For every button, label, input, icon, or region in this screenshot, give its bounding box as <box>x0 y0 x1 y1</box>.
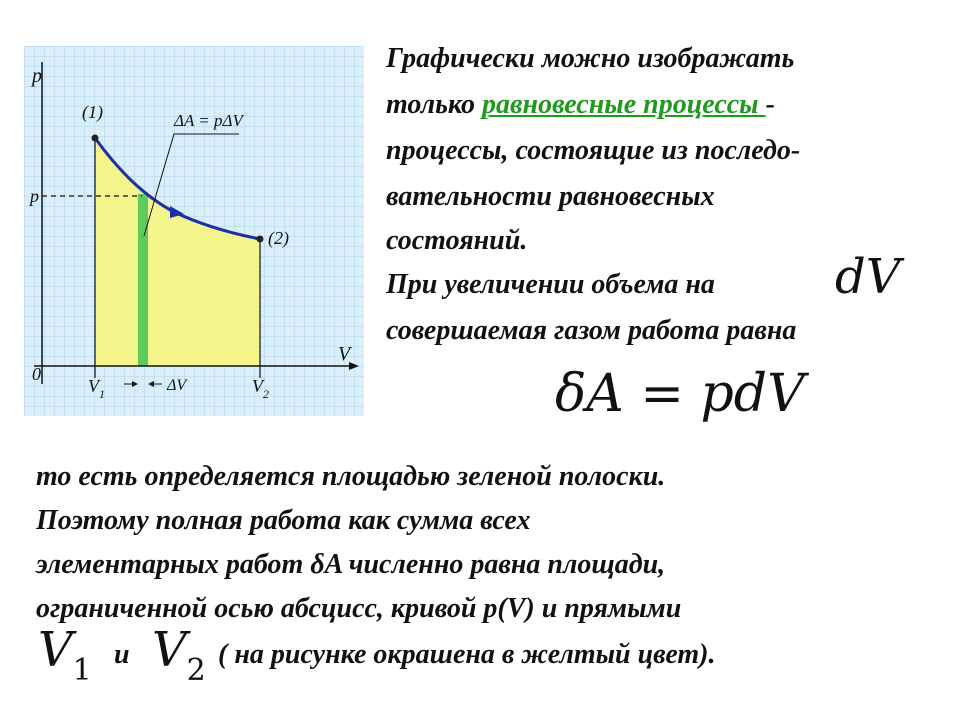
bottom-line-4: ограниченной осью абсцисс, кривой p(V) и прямыми <box>36 593 682 624</box>
bottom-line-5-end: ( на рисунке окрашена в желтый цвет). <box>218 639 716 670</box>
point-2 <box>257 236 264 243</box>
text-line-2-post: - <box>765 89 775 120</box>
p-mark-label: p <box>30 186 39 206</box>
formula-work: δA = pdV <box>555 364 805 424</box>
text-line-2 <box>386 86 775 123</box>
formula-v2-sub: 2 <box>186 653 206 688</box>
annotation-label: ΔA = pΔV <box>174 111 243 130</box>
text-line-1: Графически можно изображать <box>386 43 795 74</box>
formula-v2-letter: V <box>152 622 187 678</box>
bottom-line-5-and: и <box>114 639 130 670</box>
point-2-label: (2) <box>268 228 289 248</box>
text-line-7: совершаемая газом работа равна <box>386 315 797 346</box>
text-line-6: При увеличении объема на <box>386 269 715 300</box>
pv-diagram <box>24 46 364 416</box>
formula-v1 <box>38 620 92 701</box>
formula-v1-letter: V <box>38 622 73 678</box>
text-line-4: вательности равновесных <box>386 181 715 212</box>
bottom-line-2: Поэтому полная работа как сумма всех <box>36 505 531 536</box>
bottom-line-1: то есть определяется площадью зеленой полоски. <box>36 461 666 492</box>
text-line-5: состояний. <box>386 225 528 256</box>
v1-label: $V_1$ <box>88 376 105 401</box>
dv-label: ΔV <box>167 377 187 394</box>
point-1 <box>92 135 99 142</box>
point-1-label: (1) <box>82 102 103 122</box>
work-strip <box>138 194 148 366</box>
formula-v2 <box>152 620 206 701</box>
formula-v1-sub: 1 <box>72 653 92 688</box>
v2-label: $V_2$ <box>252 376 269 401</box>
equilibrium-processes-link[interactable]: равновесные процессы <box>482 89 766 120</box>
origin-label: 0 <box>32 364 41 384</box>
text-line-3: процессы, состоящие из последо- <box>386 135 801 166</box>
text-line-2-pre: только <box>386 89 483 120</box>
axis-v-label: V <box>338 343 351 365</box>
bottom-line-3: элементарных работ δA численно равна площади, <box>36 549 666 580</box>
formula-dv: dV <box>835 249 901 305</box>
axis-p-label: p <box>32 65 42 87</box>
